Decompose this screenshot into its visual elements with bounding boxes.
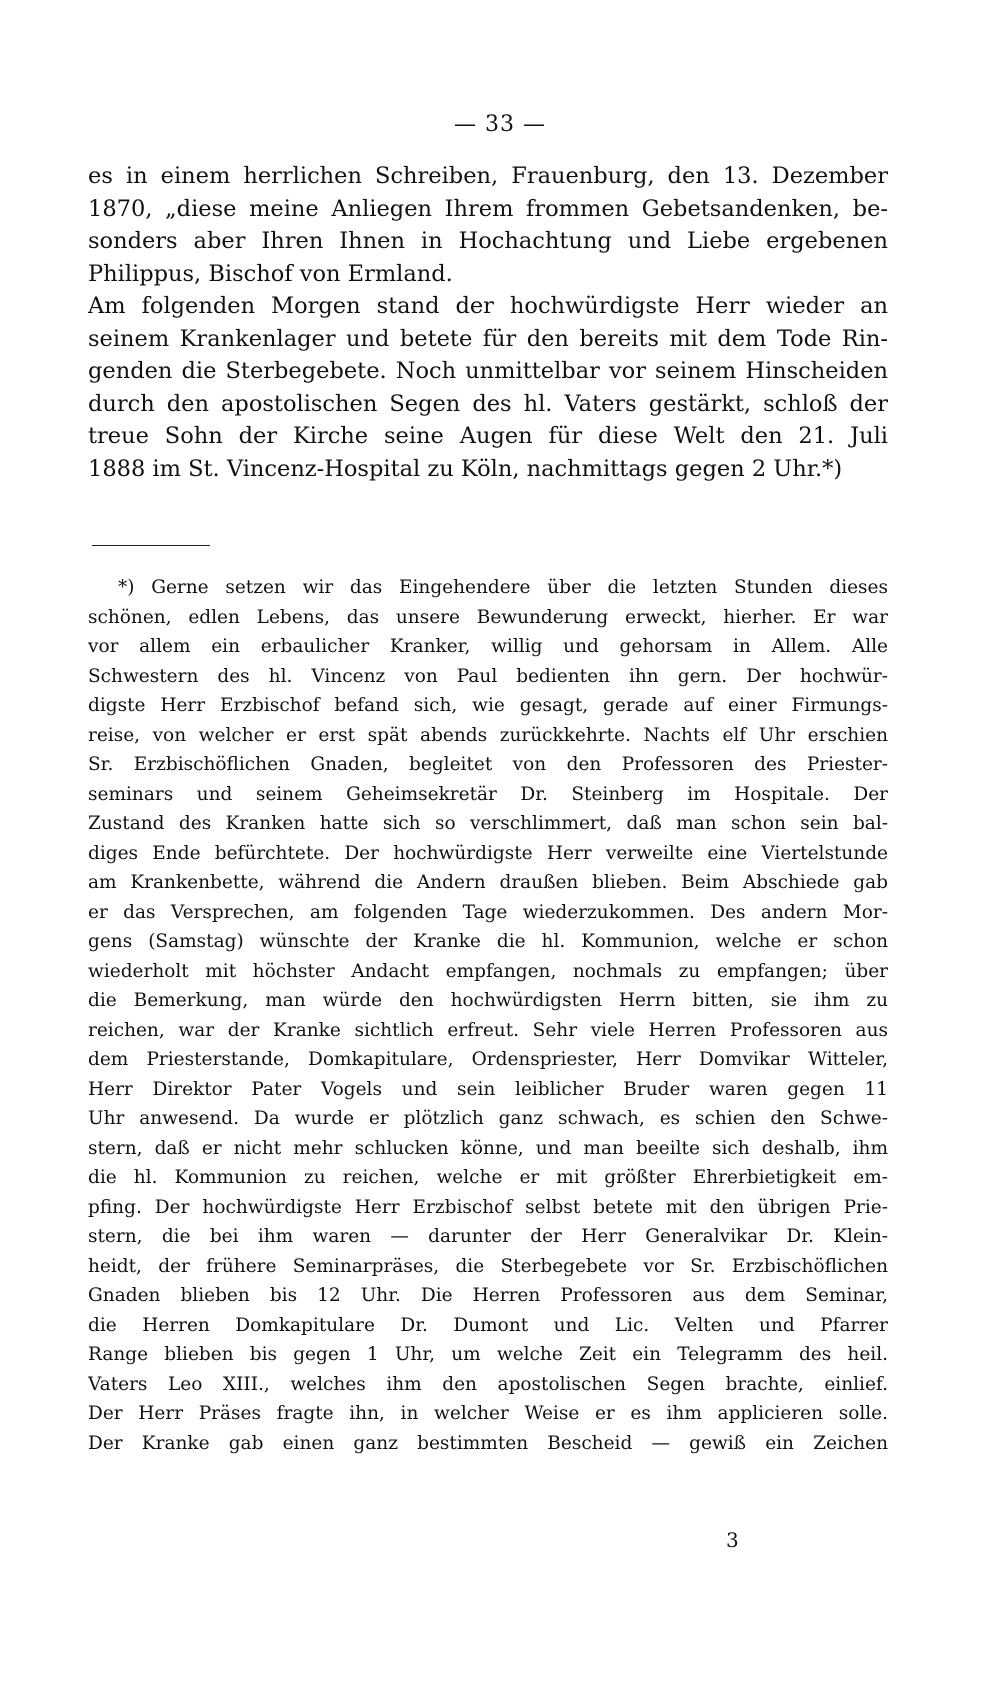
footnote-line: er das Versprechen, am folgenden Tage wiederzukommen. Des andern Mor-: [88, 901, 888, 923]
footnote-separator: [92, 545, 210, 546]
text-line: genden die Sterbegebete. Noch unmittelbar vor seinem Hinscheiden: [88, 358, 888, 384]
text-line: treue Sohn der Kirche seine Augen für diese Welt den 21. Juli: [88, 423, 888, 449]
text-line: Am folgenden Morgen stand der hochwürdigste Herr wieder an: [88, 293, 888, 319]
footnote-line: digste Herr Erzbischof befand sich, wie gesagt, gerade auf einer Firmungs-: [88, 695, 888, 716]
footnote-line: Gnaden blieben bis 12 Uhr. Die Herren Professoren aus dem Seminar,: [88, 1285, 888, 1306]
footnote-line: Der Herr Präses fragte ihn, in welcher Weise er es ihm applicieren solle.: [88, 1403, 888, 1424]
footnote-line: Range blieben bis gegen 1 Uhr, um welche Zeit ein Telegramm des heil.: [88, 1344, 888, 1365]
footnote-line: vor allem ein erbaulicher Kranker, willig und gehorsam in Allem. Alle: [88, 636, 888, 657]
footnote-line: diges Ende befürchtete. Der hochwürdigste Herr verweilte eine Viertelstunde: [88, 842, 888, 864]
text-line: 1888 im St. Vincenz-Hospital zu Köln, nachmittags gegen 2 Uhr.*): [88, 455, 843, 482]
footnote-line: dem Priesterstande, Domkapitulare, Ordenspriester, Herr Domvikar Witteler,: [88, 1049, 888, 1070]
footnote-line: gens (Samstag) wünschte der Kranke die hl. Kommunion, welche er schon: [88, 931, 888, 952]
footnote-line: stern, die bei ihm waren — darunter der Herr Generalvikar Dr. Klein-: [88, 1226, 888, 1247]
footnote-line: stern, daß er nicht mehr schlucken könne, und man beeilte sich deshalb, ihm: [88, 1137, 888, 1159]
footnote-line: Zustand des Kranken hatte sich so verschlimmert, daß man schon sein bal-: [88, 813, 888, 834]
footnote-line: reise, von welcher er erst spät abends zurückkehrte. Nachts elf Uhr erschien: [88, 724, 888, 746]
text-line: 1870, „diese meine Anliegen Ihrem frommen Gebetsandenken, be-: [88, 195, 888, 222]
signature-mark: 3: [726, 1528, 739, 1552]
footnote-line: Schwestern des hl. Vincenz von Paul bedienten ihn gern. Der hochwür-: [88, 665, 888, 687]
footnote-line: Der Kranke gab einen ganz bestimmten Bescheid — gewiß ein Zeichen: [88, 1432, 888, 1454]
footnote-line: Herr Direktor Pater Vogels und sein leiblicher Bruder waren gegen 11: [88, 1078, 888, 1100]
footnote-line: pfing. Der hochwürdigste Herr Erzbischof selbst betete mit den übrigen Prie-: [88, 1196, 888, 1218]
text-line: sonders aber Ihren Ihnen in Hochachtung und Liebe ergebenen: [88, 228, 888, 254]
footnote: [88, 573, 888, 1458]
footnote-line: *) Gerne setzen wir das Eingehendere über die letzten Stunden dieses: [118, 577, 888, 598]
footnote-line: wiederholt mit höchster Andacht empfangen, nochmals zu empfangen; über: [88, 960, 888, 982]
page-number: — 33 —: [454, 112, 546, 137]
text-line: durch den apostolischen Segen des hl. Vaters gestärkt, schloß der: [88, 390, 888, 417]
footnote-line: seminars und seinem Geheimsekretär Dr. Steinberg im Hospitale. Der: [88, 783, 888, 805]
footnote-line: am Krankenbette, während die Andern draußen blieben. Beim Abschiede gab: [88, 872, 888, 893]
text-line: es in einem herrlichen Schreiben, Frauenburg, den 13. Dezember: [88, 163, 888, 189]
footnote-line: Uhr anwesend. Da wurde er plötzlich ganz schwach, es schien den Schwe-: [88, 1108, 888, 1129]
text-line: Philippus, Bischof von Ermland.: [88, 260, 453, 287]
footnote-line: die hl. Kommunion zu reichen, welche er mit größter Ehrerbietigkeit em-: [88, 1167, 888, 1188]
footnote-line: heidt, der frühere Seminarpräses, die Sterbegebete vor Sr. Erzbischöflichen: [88, 1255, 888, 1277]
footnote-line: schönen, edlen Lebens, das unsere Bewunderung erweckt, hierher. Er war: [88, 606, 888, 628]
footnote-line: die Bemerkung, man würde den hochwürdigsten Herrn bitten, sie ihm zu: [88, 990, 888, 1011]
main-text: [88, 160, 888, 485]
footnote-line: die Herren Domkapitulare Dr. Dumont und Lic. Velten und Pfarrer: [88, 1314, 888, 1336]
footnote-line: Vaters Leo XIII., welches ihm den apostolischen Segen brachte, einlief.: [88, 1373, 888, 1395]
text-line: seinem Krankenlager und betete für den bereits mit dem Tode Rin-: [88, 325, 888, 352]
footnote-line: reichen, war der Kranke sichtlich erfreut. Sehr viele Herren Professoren aus: [88, 1019, 888, 1041]
footnote-line: Sr. Erzbischöflichen Gnaden, begleitet von den Professoren des Priester-: [88, 754, 888, 775]
